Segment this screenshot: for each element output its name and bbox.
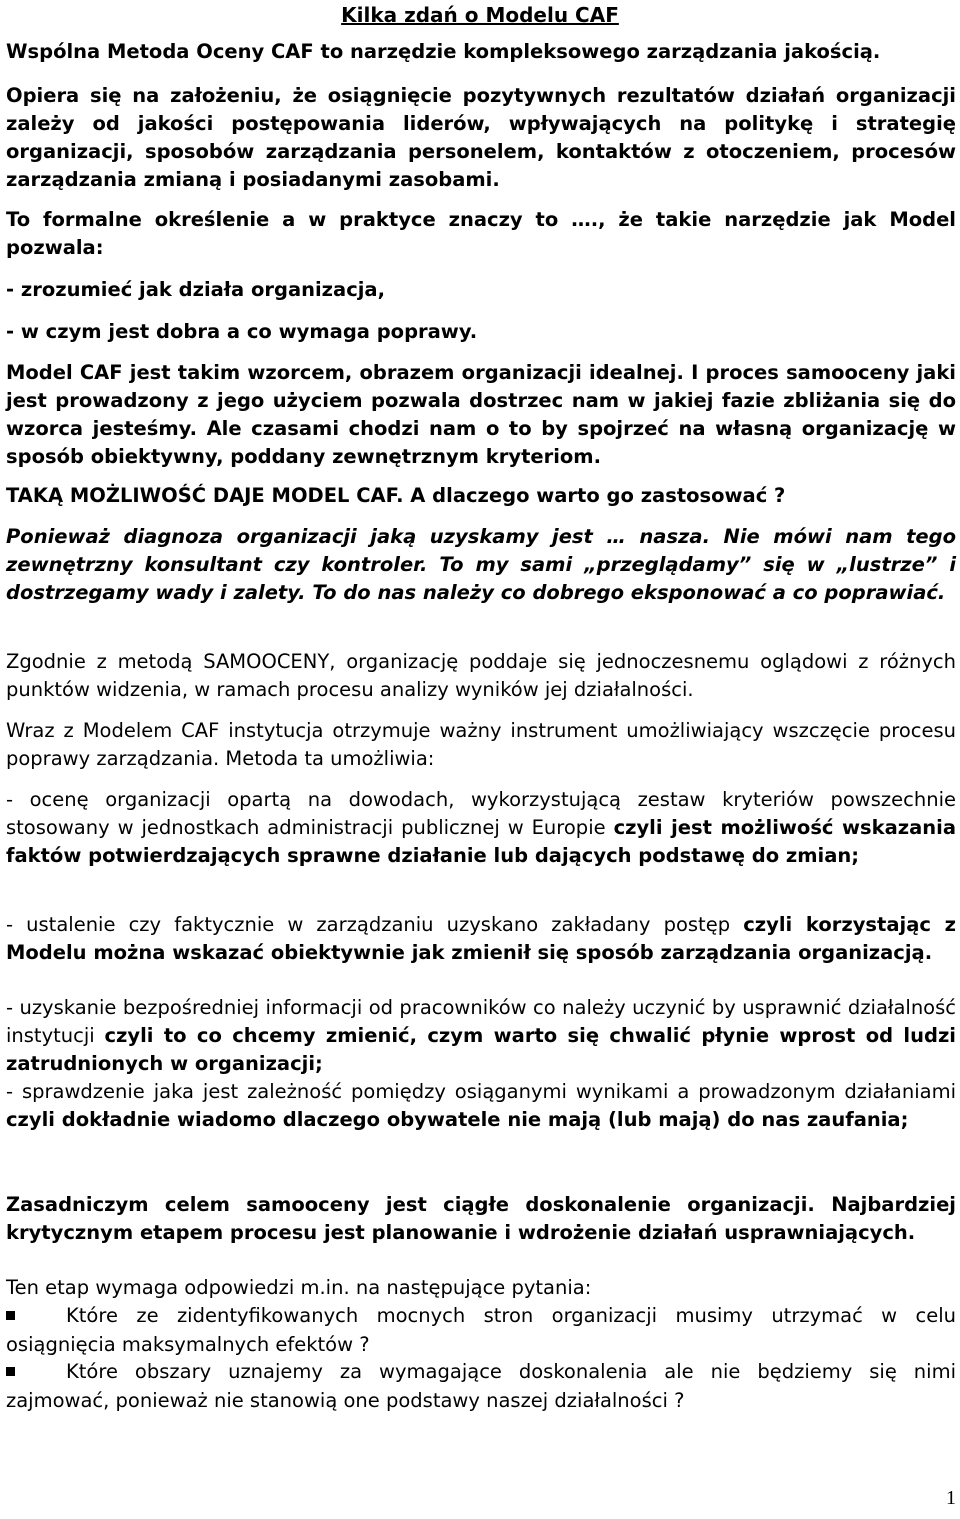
paragraph-caf-possibility: TAKĄ MOŻLIWOŚĆ DAJE MODEL CAF. A dlaczego warto go zastosować ? [6,484,786,507]
list-item-results [6,1078,956,1134]
bullet-item-strengths [6,1302,956,1359]
square-bullet-icon [6,1311,15,1320]
bullet-item-areas-text: Które obszary uznajemy za wymagające doskonalenia ale nie będziemy się nimi zajmować, ponieważ nie stanowią one podstawy naszej działalności ? [6,1360,956,1412]
paragraph-ideal-model: Model CAF jest takim wzorcem, obrazem organizacji idealnej. I proces samooceny jaki jest prowadzony z jego użyciem pozwala dostrzec nam w jakiej fazie zbliżania się do wzorca jesteśmy. Ale czasami chodzi nam o to by spojrzeć na własną organizację w sposób obiektywny, poddany zewnętrznym kryteriom. [6,361,956,468]
document-title: Kilka zdań o Modelu CAF [341,3,619,27]
paragraph-main-goal: Zasadniczym celem samooceny jest ciągłe doskonalenie organizacji. Najbardziej krytycznym etapem procesu jest planowanie i wdrożenie działań usprawniających. [6,1193,956,1244]
list-item-employees [6,994,956,1078]
list-item-results-text: - sprawdzenie jaka jest zależność pomiędzy osiąganymi wynikami a prowadzonym działaniami [6,1080,956,1103]
paragraph-formal-definition: To formalne określenie a w praktyce znaczy to …., że takie narzędzie jak Model pozwala: [6,208,956,259]
list-item-employees-emphasis: czyli to co chcemy zmienić, czym warto się chwalić płynie wprost od ludzi zatrudnionych w organizacji; [6,1024,956,1075]
paragraph-diagnosis: Ponieważ diagnoza organizacji jaką uzyskamy jest … nasza. Nie mówi nam tego zewnętrzny konsultant czy kontroler. To my sami „przeglądamy” się w „lustrze” i dostrzegamy wady i zalety. To do nas należy co dobrego eksponować a co poprawiać. [6,525,956,604]
list-item-assessment-emphasis: czyli jest możliwość wskazania faktów potwierdzających sprawne działanie lub dających podstawę do zmian; [6,816,957,867]
paragraph-instrument: Wraz z Modelem CAF instytucja otrzymuje ważny instrument umożliwiający wszczęcie procesu poprawy zarządzania. Metoda ta umożliwia: [6,719,956,770]
bullet-item-areas [6,1358,956,1415]
square-bullet-icon [6,1367,15,1376]
list-item-results-emphasis: czyli dokładnie wiadomo dlaczego obywatele nie mają (lub mają) do nas zaufania; [6,1108,909,1131]
list-item-progress-emphasis: czyli korzystając z Modelu można wskazać obiektywnie jak zmienił się sposób zarządzania organizacją. [6,913,956,964]
list-item-assessment [6,786,956,870]
list-item-understand: - zrozumieć jak działa organizacja, [6,278,386,301]
list-item-progress [6,911,956,967]
list-item-assessment-text: - ocenę organizacji opartą na dowodach, wykorzystującą zestaw kryteriów powszechnie stosowany w jednostkach administracji publicznej w Europie [6,788,956,839]
list-item-employees-text: - uzyskanie bezpośredniej informacji od pracowników co należy uczynić by usprawnić działalność instytucji [6,996,956,1047]
list-item-progress-text: - ustalenie czy faktycznie w zarządzaniu uzyskano zakładany postęp [6,913,744,936]
bullet-item-strengths-text: Które ze zidentyfikowanych mocnych stron organizacji musimy utrzymać w celu osiągnięcia maksymalnych efektów ? [6,1304,956,1356]
paragraph-questions-intro: Ten etap wymaga odpowiedzi m.in. na następujące pytania: [6,1276,592,1299]
paragraph-intro: Wspólna Metoda Oceny CAF to narzędzie kompleksowego zarządzania jakością. [6,40,881,63]
paragraph-self-assessment: Zgodnie z metodą SAMOOCENY, organizację poddaje się jednoczesnemu oglądowi z różnych punktów widzenia, w ramach procesu analizy wyników jej działalności. [6,650,956,701]
page-number: 1 [946,1487,956,1509]
list-item-improve: - w czym jest dobra a co wymaga poprawy. [6,320,478,343]
paragraph-assumption: Opiera się na założeniu, że osiągnięcie pozytywnych rezultatów działań organizacji zależy od jakości postępowania liderów, wpływających na politykę i strategię organizacji, sposobów zarządzania personelem, kontaktów z otoczeniem, procesów zarządzania zmianą i posiadanymi zasobami. [6,84,956,191]
